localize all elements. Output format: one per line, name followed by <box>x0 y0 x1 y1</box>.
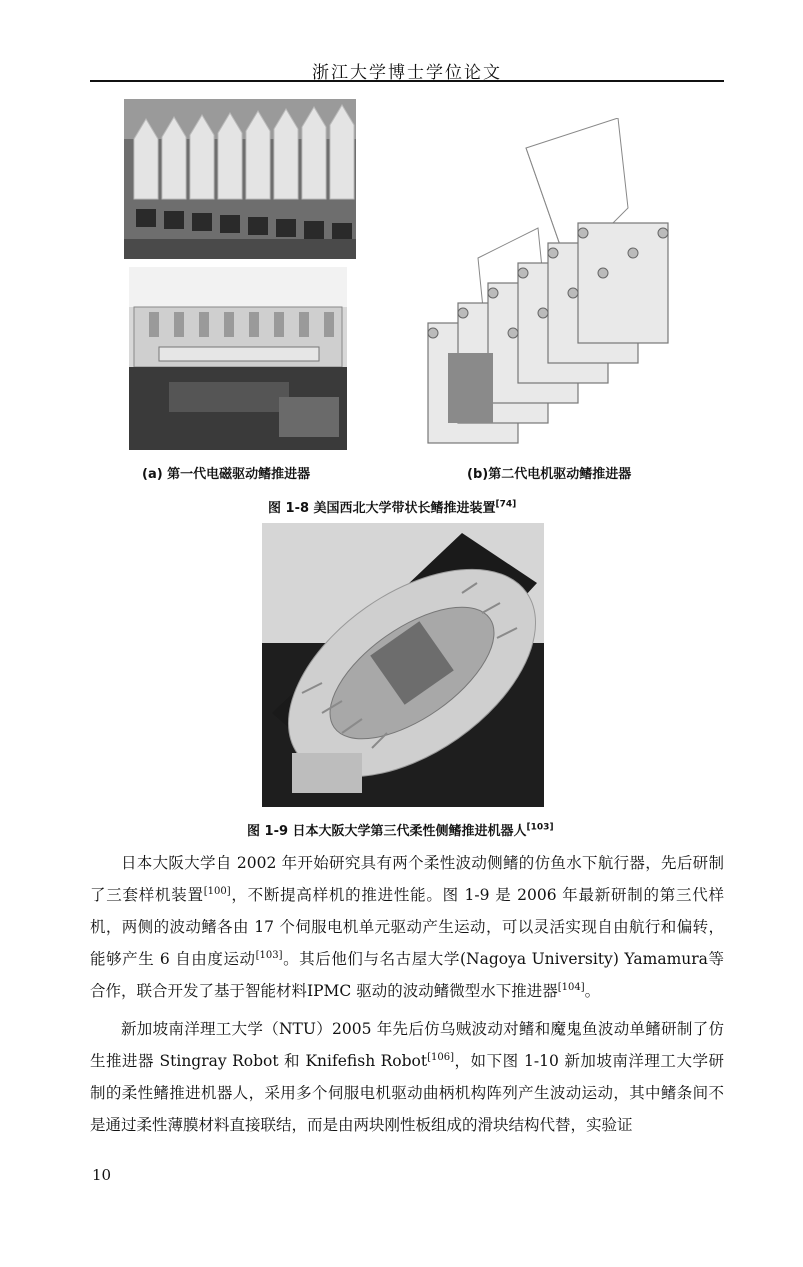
figure-1-9-ref: [103] <box>526 822 554 833</box>
figure-1-9-caption-text: 图 1-9 日本大阪大学第三代柔性侧鳍推进机器人 <box>247 824 527 839</box>
p1-ref-2: [103] <box>255 949 283 961</box>
figure-1-8-ref: [74] <box>495 499 517 510</box>
figure-1-8a-photo-top <box>124 99 356 259</box>
figure-1-8b-drawing <box>418 118 674 452</box>
running-header: 浙江大学博士学位论文 <box>312 63 502 83</box>
p1-text-1: 日本大阪大学自 2002 年开始研究具有两个柔性波动侧鳍的仿鱼水下航行器，先后研制了三套样机装置 <box>90 854 724 904</box>
figure-1-8b-caption: (b)第二代电机驱动鳍推进器 <box>467 467 632 482</box>
figure-1-9-caption <box>247 820 554 839</box>
page-number: 10 <box>92 1166 112 1184</box>
figure-1-9-photo <box>262 523 544 807</box>
p2-ref-1: [106] <box>427 1051 455 1063</box>
header-rule <box>90 80 724 82</box>
figure-1-8a-photo-bottom <box>129 267 347 450</box>
p1-text-3: 。其后他们与名古屋大学(Nagoya University) Yamamura等合作，联合开发了基于智能材料IPMC 驱动的波动鳍微型水下推进器 <box>90 950 724 1000</box>
p1-ref-3: [104] <box>557 981 585 993</box>
p1-ref-1: [100] <box>203 885 231 897</box>
p2-text-2: ，如下图 1-10 新加坡南洋理工大学研制的柔性鳍推进机器人，采用多个伺服电机驱动曲柄机构阵列产生波动运动，其中鳍条间不是通过柔性薄膜材料直接联结，而是由两块刚性板组成的滑块结构代替，实验证 <box>90 1052 724 1134</box>
body-text <box>90 847 724 1141</box>
figure-1-8a-caption: (a) 第一代电磁驱动鳍推进器 <box>142 467 311 482</box>
paragraph-2 <box>90 1013 724 1141</box>
p2-text-1: 新加坡南洋理工大学（NTU）2005 年先后仿乌贼波动对鳍和魔鬼鱼波动单鳍研制了仿生推进器 Stingray Robot 和 Knifefish Robot <box>90 1020 724 1070</box>
p1-text-2: ，不断提高样机的推进性能。图 1-9 是 2006 年最新研制的第三代样机，两侧的波动鳍各由 17 个伺服电机单元驱动产生运动，可以灵活实现自由航行和偏转，能够产生 6 自由度运动 <box>90 886 724 968</box>
p1-text-4: 。 <box>584 982 601 1000</box>
paragraph-1 <box>90 847 724 1007</box>
figure-1-8-caption <box>268 497 516 516</box>
figure-1-8-caption-text: 图 1-8 美国西北大学带状长鳍推进装置 <box>268 501 496 516</box>
